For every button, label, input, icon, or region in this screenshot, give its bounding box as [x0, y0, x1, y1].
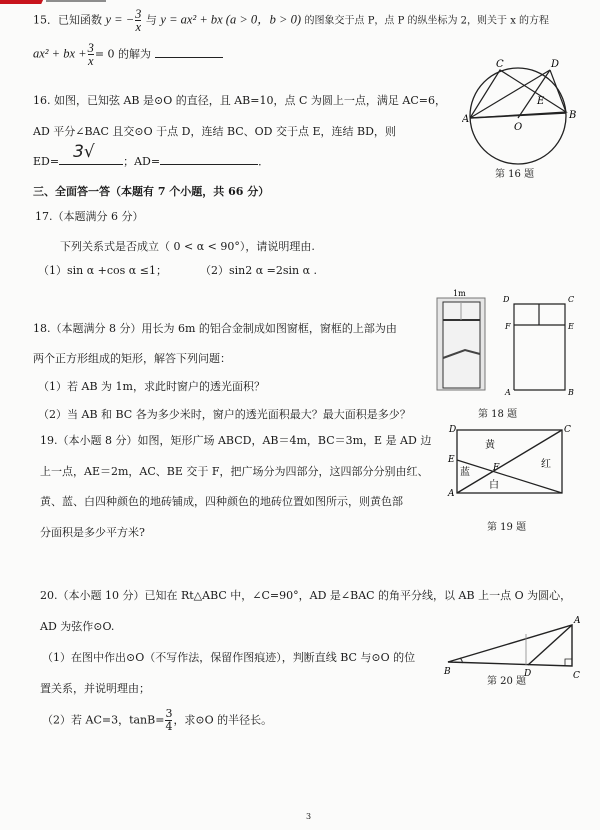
q19-line2: 上一点，AE＝2m，AC、BE 交于 F，把广场分为四部分，这四部分分别由红、: [40, 465, 429, 478]
q16-line3: [33, 142, 270, 169]
label-e: E: [568, 322, 574, 331]
punct: ．: [258, 155, 270, 168]
q18-caption: 第 18 题: [478, 409, 518, 420]
q20-line1: 20.（本小题 10 分）已知在 Rt△ABC 中，∠C=90°，AD 是∠BAC 的角平分线，以 AB 上一点 O 为圆心，: [40, 589, 572, 602]
q17-prompt: 下列关系式是否成立（ 0 < α < 90°），请说明理由.: [60, 240, 315, 253]
handwritten-answer: 3√: [73, 142, 95, 162]
label-d: D: [524, 669, 532, 679]
frac-den: x: [87, 54, 94, 68]
q20-part2: [42, 708, 272, 733]
q16-line2: AD 平分∠BAC 且交⊙O 于点 D，连结 BC、OD 交于点 E，连结 BD，则: [33, 125, 396, 138]
label-b: B: [444, 667, 451, 677]
label-d: D: [449, 425, 457, 435]
label-d: D: [551, 59, 560, 70]
q15-text: 15．已知函数: [33, 13, 102, 27]
label-a: A: [574, 616, 581, 626]
label-c: C: [564, 425, 571, 435]
label-b: B: [569, 110, 577, 121]
frac-den: x: [135, 20, 142, 34]
q16-caption: 第 16 题: [495, 169, 535, 180]
q16-figure: [462, 58, 592, 168]
q16-line1: 16. 如图，已知弦 AB 是⊙O 的直径，且 AB=10，点 C 为圆上一点，满足 AC=6，: [33, 94, 446, 107]
frac-num: 3: [87, 41, 94, 55]
frac-num: 3: [135, 7, 142, 21]
q15-frac2: [88, 42, 94, 67]
ad-answer-blank[interactable]: [160, 152, 258, 165]
q18-line2: 两个正方形组成的矩形，解答下列问题：: [33, 352, 231, 365]
ad-label: ；AD=: [123, 155, 161, 168]
q20-frac: [165, 708, 172, 733]
label-c: C: [496, 59, 504, 70]
q18-part1: （1）若 AB 为 1m，求此时窗户的透光面积？: [38, 380, 265, 393]
q17-part2: （2）sin2 α =2sin α .: [200, 264, 318, 277]
q18-part2: （2）当 AB 和 BC 各为多少米时，窗户的透光面积最大？最大面积是多少？: [38, 408, 411, 421]
q15-func1: y = −: [105, 12, 135, 27]
q17-part1: （1）sin α +cos α ≤1；: [38, 264, 167, 277]
region-white: 白: [489, 480, 499, 491]
label-f: F: [505, 322, 511, 331]
q15-frac1: [135, 8, 141, 33]
label-a: A: [448, 489, 455, 499]
label-b: B: [568, 388, 574, 397]
q15-text: 的图象交于点 P，点 P 的纵坐标为 2，则关于 x 的方程: [304, 15, 550, 27]
label-e: E: [537, 96, 545, 107]
q19-line3: 黄、蓝、白四种颜色的地砖铺成，四种颜色的地砖位置如图所示，则黄色部: [40, 495, 403, 508]
q17-title: 17.（本题满分 6 分）: [35, 210, 144, 223]
q20-part1b: 置关系，并说明理由；: [40, 682, 150, 695]
q18-line1: 18.（本题满分 8 分）用长为 6m 的铝合金制成如图窗框，窗框的上部为由: [33, 322, 397, 335]
q20-caption: 第 20 题: [487, 676, 527, 687]
frac-num: 3: [165, 707, 173, 720]
region-blue: 蓝: [460, 467, 470, 478]
publisher-logo: [0, 0, 47, 4]
q20-part1a: （1）在图中作出⊙O（不写作法，保留作图痕迹），判断直线 BC 与⊙O 的位: [42, 651, 416, 664]
label-f: F: [493, 463, 500, 473]
frac-den: 4: [165, 720, 173, 733]
q15-line2: [33, 42, 223, 67]
label-c: C: [568, 295, 575, 304]
ed-answer-blank[interactable]: [59, 142, 123, 165]
q15-eq: ax² + bx +: [33, 46, 87, 61]
ed-label: ED=: [33, 155, 60, 168]
publisher-logo-text: [46, 0, 106, 2]
label-d: D: [503, 295, 510, 304]
q18-figure: [435, 288, 585, 398]
label-c: C: [573, 671, 580, 681]
page-number: 3: [306, 812, 312, 821]
q20-text: ，求⊙O 的半径长。: [173, 713, 273, 727]
q15-text: 与: [145, 13, 157, 27]
label-e: E: [448, 455, 455, 465]
q15-func2: y = ax² + bx (a > 0，b > 0): [160, 12, 302, 27]
q15-line1: [33, 8, 549, 33]
q20-line2: AD 为弦作⊙O.: [40, 620, 115, 633]
label-a: A: [462, 114, 470, 125]
region-red: 红: [541, 459, 551, 470]
region-yellow: 黄: [485, 440, 495, 451]
q15-answer-blank[interactable]: [155, 45, 223, 58]
q15-text: = 0 的解为: [94, 47, 152, 61]
q19-caption: 第 19 题: [487, 522, 527, 533]
label-o: O: [514, 122, 523, 133]
q20-text: （2）若 AC=3，tanB=: [42, 713, 165, 727]
q19-line1: 19.（本小题 8 分）如图，矩形广场 ABCD，AB＝4m，BC＝3m，E 是 AD 边: [40, 434, 432, 447]
section-heading: 三、全面答一答（本题有 7 个小题，共 66 分）: [33, 185, 270, 198]
label-a: A: [505, 388, 511, 397]
q19-figure: [445, 420, 575, 500]
photo-label: 1m: [453, 289, 466, 298]
q19-line4: 分面积是多少平方米?: [40, 526, 145, 539]
